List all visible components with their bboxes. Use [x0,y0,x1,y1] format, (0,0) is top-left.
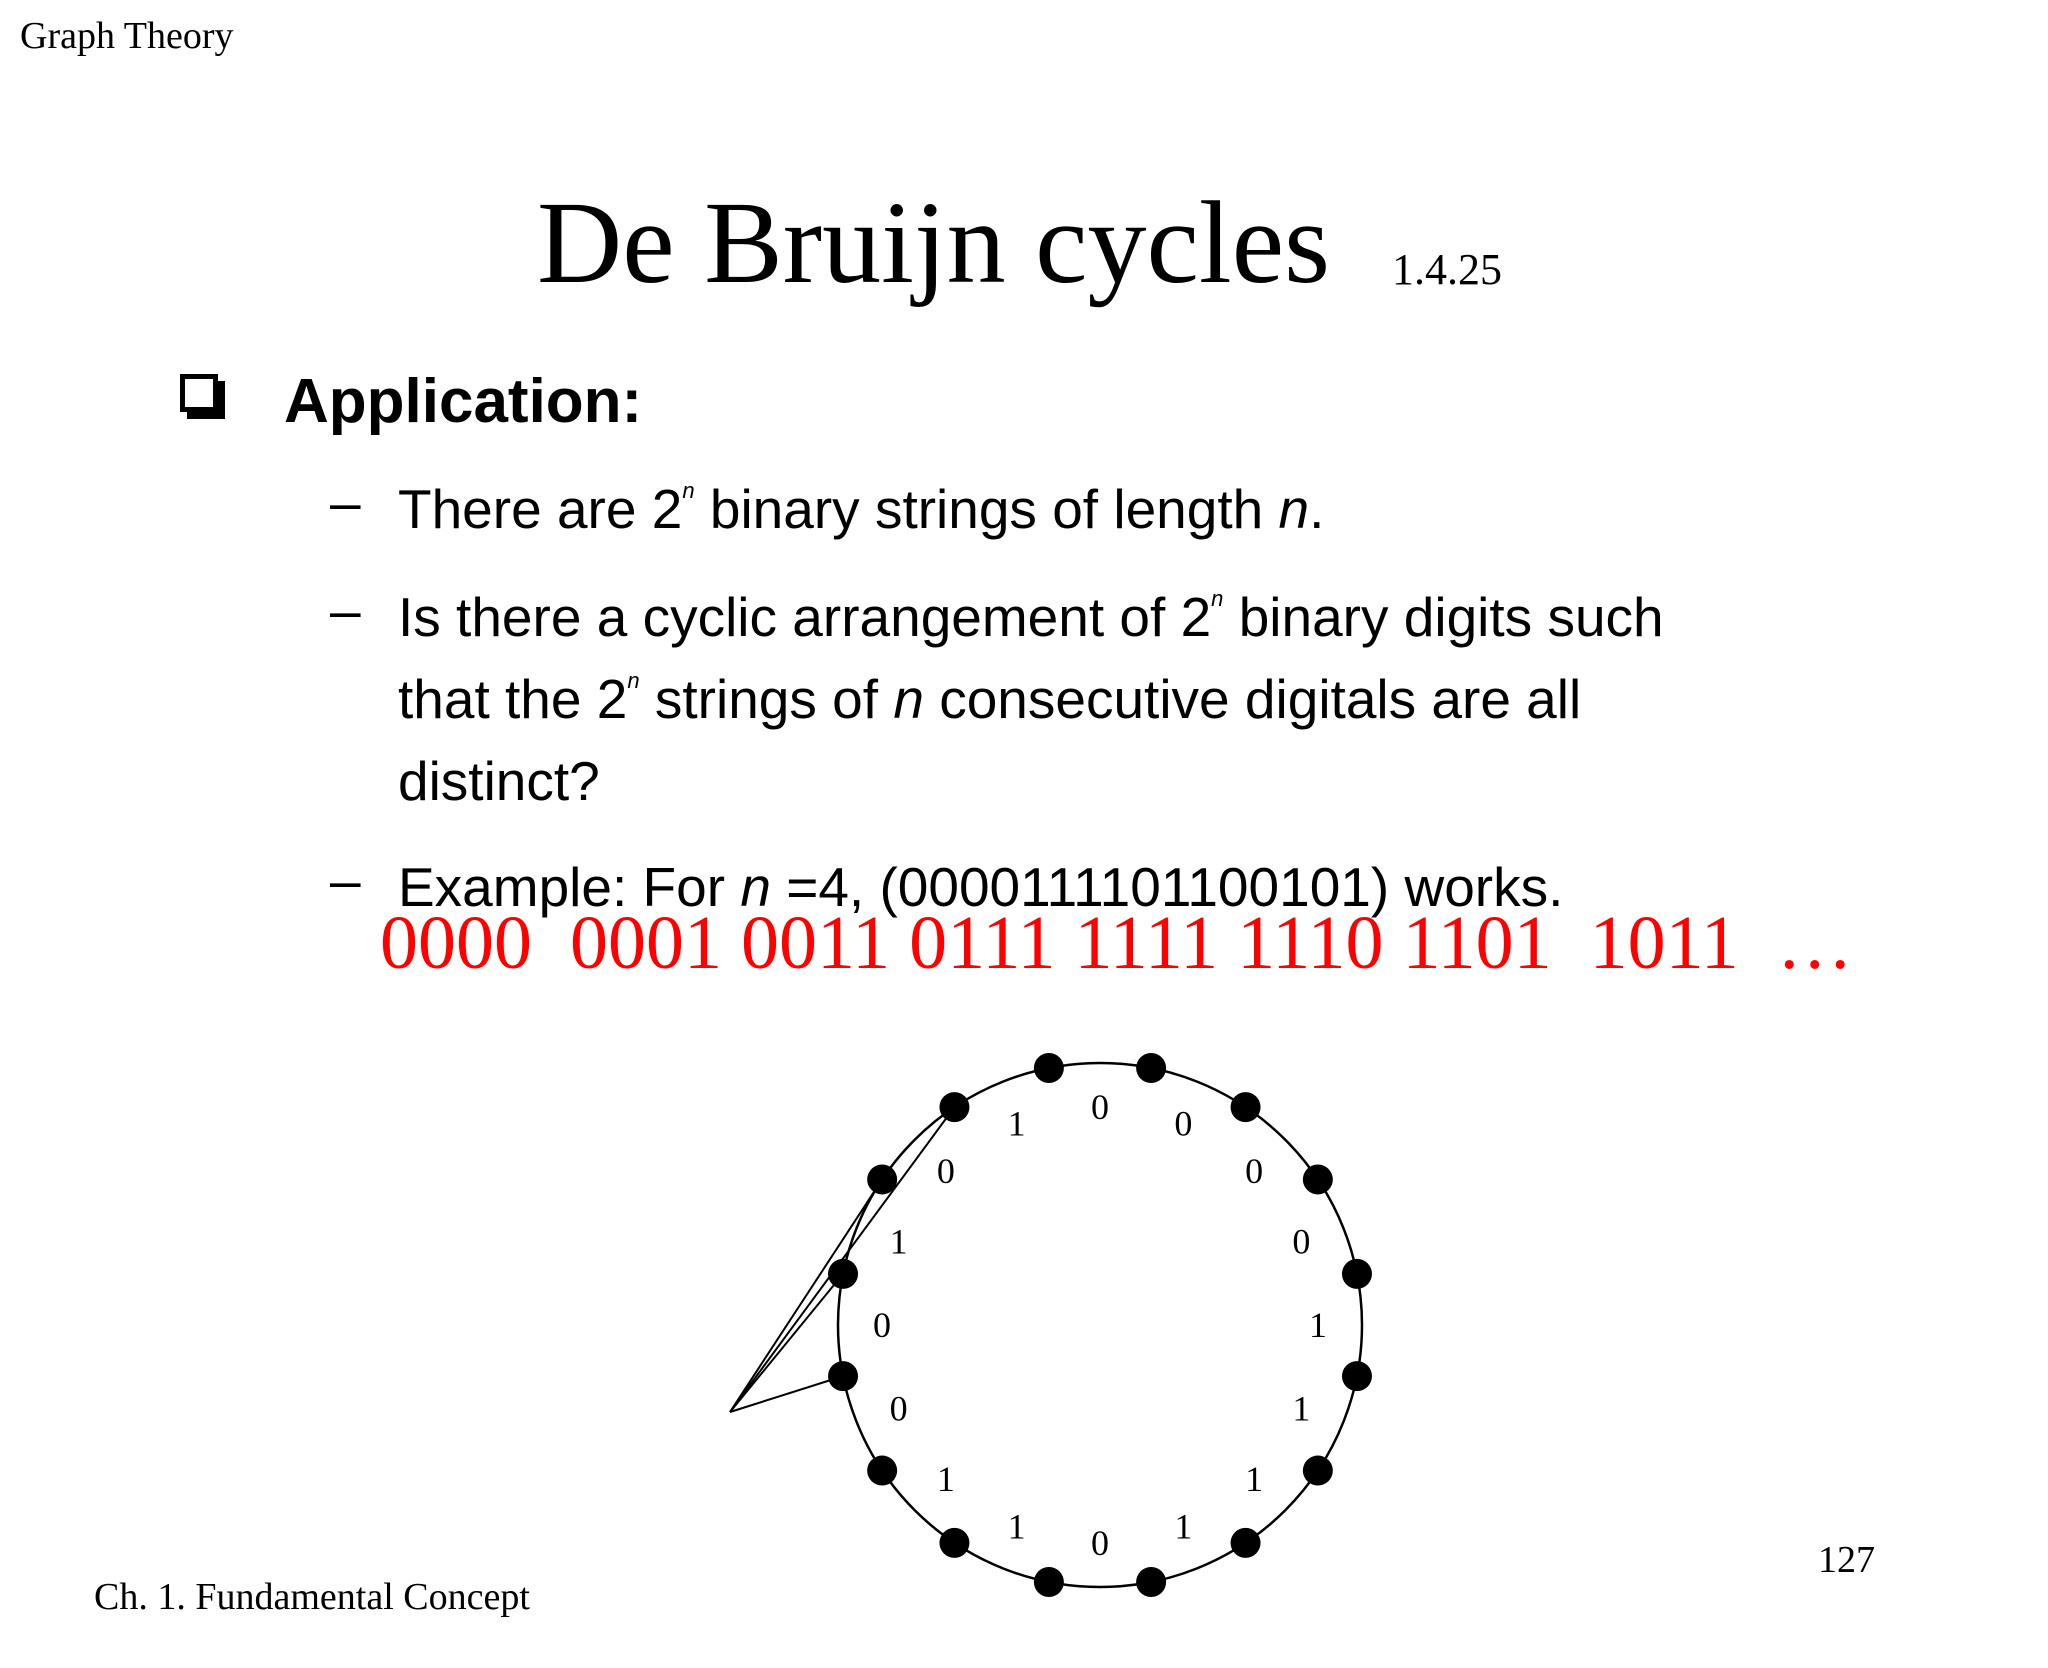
cycle-nodes [828,1053,1372,1597]
cycle-digit-label: 0 [1091,1523,1109,1563]
cycle-circle [838,1063,1362,1587]
bullet-2-l2-mid: strings of [639,668,894,730]
section-heading: Application: [284,367,643,436]
cycle-digit-label: 0 [873,1305,891,1345]
cycle-digit-label: 1 [889,1221,908,1262]
cycle-digit-label: 0 [1292,1221,1311,1262]
cycle-node [1034,1567,1064,1597]
bullet-2-l2-pre: that the 2 [398,668,628,730]
pointer-line [730,1274,843,1412]
cycle-digit-label: 0 [889,1388,908,1429]
bullet-2-l2-exponent: n [627,668,640,693]
bullet-1-mid: binary strings of length [694,478,1279,540]
course-header: Graph Theory [20,15,234,57]
cycle-digit-label: 1 [936,1459,955,1500]
bullet-3-post: =4, (0000111101100101) works. [770,856,1564,918]
cycle-node [1303,1456,1333,1486]
bullet-3-variable: n [740,856,771,918]
page-number: 127 [1818,1539,1875,1581]
slide-title: De Bruijn cycles [537,177,1330,308]
cycle-node [1342,1259,1372,1289]
cycle-node [867,1164,897,1194]
section-number: 1.4.25 [1392,245,1502,294]
cycle-node [1303,1164,1333,1194]
example-substrings: 0000 0001 0011 0111 1111 1110 1101 1011 … [380,901,1853,985]
bullet-2-l1-pre: Is there a cyclic arrangement of 2 [398,586,1212,648]
bullet-2-l1-exponent: n [1211,586,1224,611]
cycle-digit-label: 1 [1309,1305,1327,1345]
cycle-node [828,1361,858,1391]
chapter-footer: Ch. 1. Fundamental Concept [94,1576,530,1618]
cycle-digit-labels [873,1087,1327,1563]
cycle-digit-label: 1 [1174,1506,1193,1547]
cycle-digit-label: 1 [1245,1459,1264,1500]
cycle-node [1231,1092,1261,1122]
cycle-node [1342,1361,1372,1391]
pointer-line [730,1376,843,1412]
bullet-3-pre: Example: For [398,856,741,918]
cycle-node [1136,1567,1166,1597]
bullet-2-l1-post: binary digits such [1223,586,1664,648]
cycle-node [939,1528,969,1558]
bullet-dash: – [330,579,361,641]
bullet-dash: – [330,471,361,533]
cycle-digit-label: 1 [1007,1506,1026,1547]
cycle-digit-label: 0 [936,1150,955,1191]
cycle-digit-label: 1 [1007,1103,1026,1144]
cycle-digit-label: 0 [1091,1087,1109,1127]
cycle-node [1136,1053,1166,1083]
cycle-digit-label: 0 [1174,1103,1193,1144]
cycle-digit-label: 1 [1292,1388,1311,1429]
cycle-node [828,1259,858,1289]
bullet-1-post: . [1309,478,1325,540]
bullet-dash: – [330,849,361,911]
cycle-node [867,1456,897,1486]
bullet-1-pre: There are 2 [398,478,683,540]
cycle-node [1034,1053,1064,1083]
bullet-1-exponent: n [682,478,695,503]
cycle-node [939,1092,969,1122]
bullet-2-line-3: distinct? [398,750,600,812]
bullet-1-variable: n [1278,478,1310,540]
bullet-2-l2-variable: n [893,668,924,730]
pointer-line [730,1179,882,1412]
cycle-node [1231,1528,1261,1558]
cycle-digit-label: 0 [1245,1150,1264,1191]
bullet-2-l2-post: consecutive digitals are all [923,668,1582,730]
